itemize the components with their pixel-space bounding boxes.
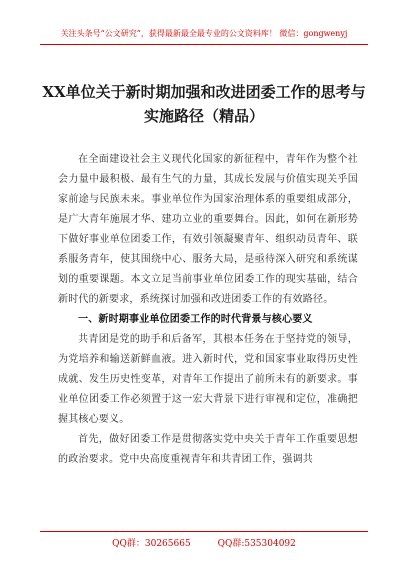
intro-paragraph: 在全面建设社会主义现代化国家的新征程中，青年作为整个社会力量中最积极、最有生气的力量，其成长发展与价值实现关乎国家前途与民族未来。事业单位作为国家治理体系的重要组成部分，是广大青年施展才华、建功立业的重要舞台。因此，如何在新形势下做好事业单位团委工作，有效引领凝聚青年、组织动员青年、联系服务青年，使其围绕中心、服务大局，是亟待深入研究和系统谋划的重要课题。本文立足当前事业单位团委工作的现实基础，结合新时代的新要求，系统探讨加强和改进团委工作的有效路径。 bbox=[58, 154, 358, 305]
footer-divider bbox=[40, 531, 368, 532]
header-divider bbox=[40, 44, 368, 45]
document-body bbox=[58, 150, 358, 470]
section-paragraph: 共青团是党的助手和后备军，其根本任务在于坚持党的领导，为党培养和输送新鲜血液。进入新时代，党和国家事业取得历史性成就、发生历史性变革，对青年工作提出了前所未有的新要求。事业单位团委工作必须置于这一宏大背景下进行审视和定位，准确把握其核心要义。 bbox=[58, 334, 358, 425]
footer-qq-group-1: QQ群：30265665 bbox=[112, 539, 191, 549]
section-heading: 一、新时期事业单位团委工作的时代背景与核心要义 bbox=[78, 314, 313, 325]
document-title: XX单位关于新时期加强和改进团委工作的思考与实施路径（精品） bbox=[42, 83, 366, 125]
footer-qq-group-2: QQ群:535304092 bbox=[217, 539, 296, 549]
section-paragraph: 首先，做好团委工作是贯彻落实党中央关于青年工作重要思想的政治要求。党中央高度重视青年和共青团工作，强调共 bbox=[58, 434, 358, 465]
footer bbox=[0, 536, 408, 549]
header-banner: 关注头条号“公文研究”，获得最新最全最专业的公文资料库！ 微信：gongwenyj bbox=[60, 29, 348, 38]
